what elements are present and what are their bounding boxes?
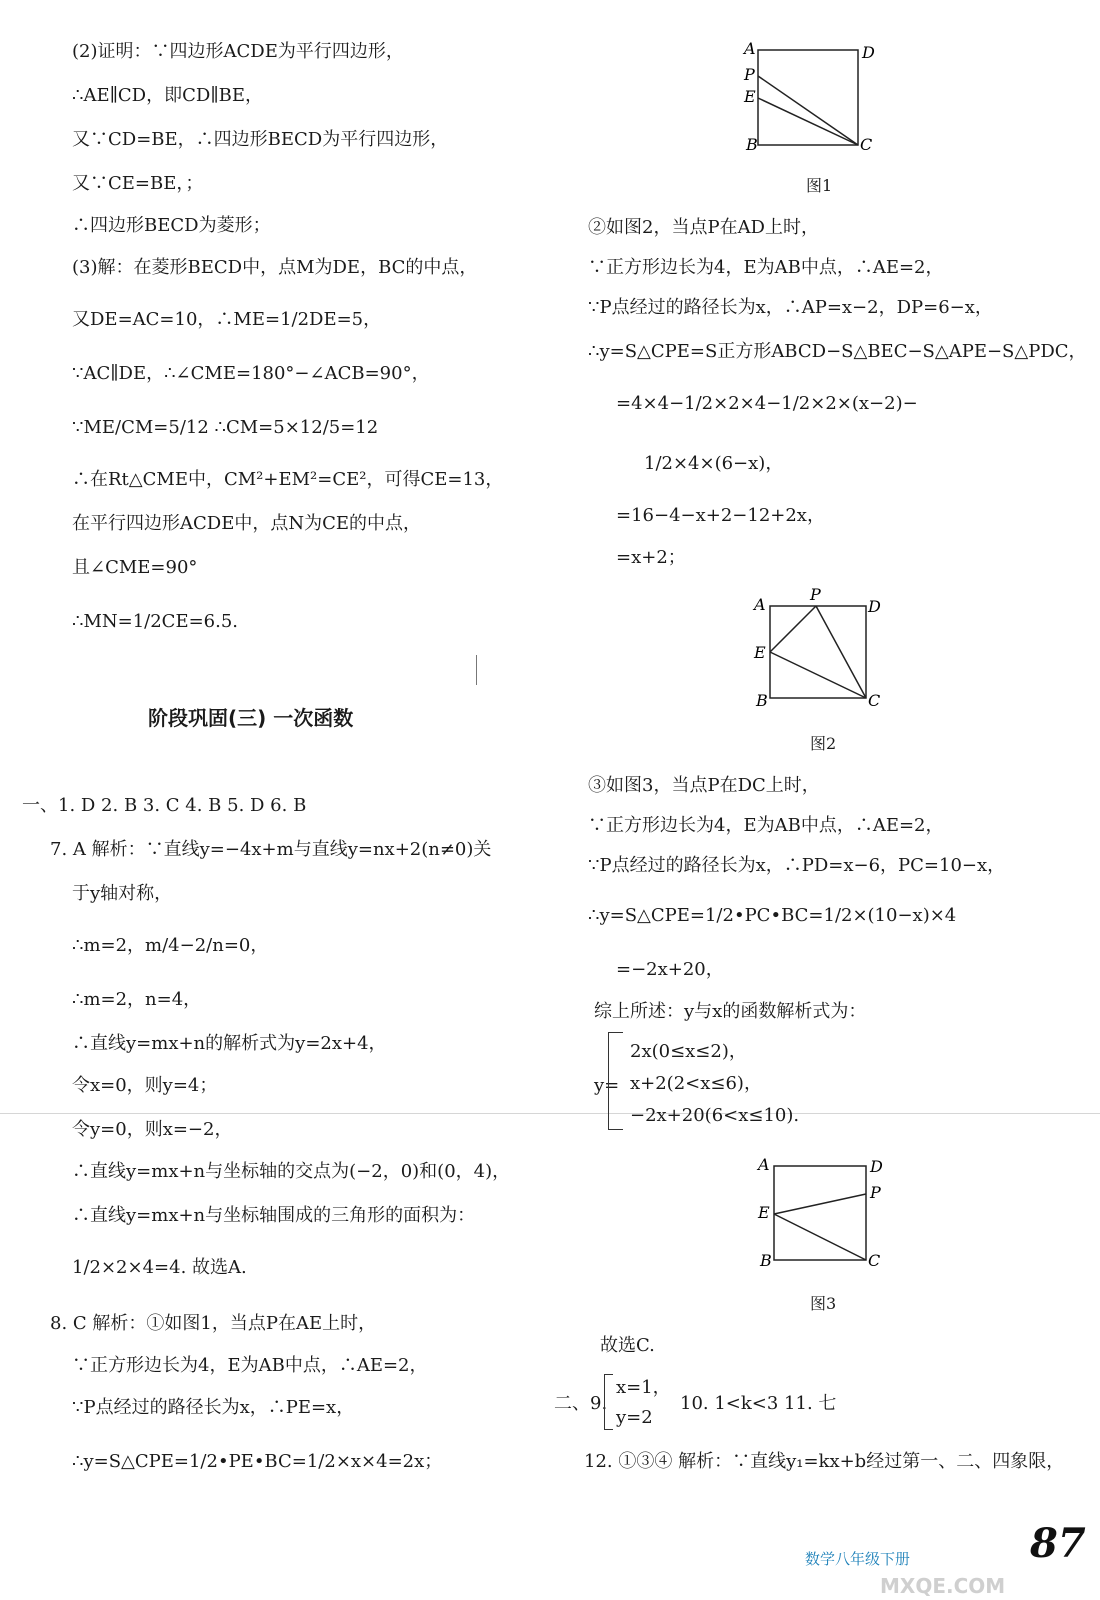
right-line: =4×4−1/2×2×4−1/2×2×(x−2)− — [616, 393, 918, 414]
figure-3 — [748, 1152, 898, 1272]
left-line: ∴AE∥CD，即CD∥BE， — [72, 85, 263, 106]
right-line: =−2x+20， — [616, 959, 724, 980]
fig3-label-b: B — [760, 1251, 772, 1270]
q9-system-line: y=2 — [616, 1407, 653, 1428]
left-line: ∴m=2，n=4， — [72, 989, 202, 1010]
left-line: ∴直线y=mx+n与坐标轴围成的三角形的面积为： — [72, 1205, 476, 1226]
left-line: (3)解：在菱形BECD中，点M为DE，BC的中点， — [72, 257, 478, 278]
right-line: 1/2×4×(6−x)， — [644, 453, 784, 474]
left-line: 又∵CD=BE，∴四边形BECD为平行四边形， — [72, 129, 449, 150]
left-line: ∴m=2，m/4−2/n=0， — [72, 935, 269, 956]
fig1-label-c: C — [860, 135, 873, 154]
fig1-caption: 图1 — [806, 176, 833, 195]
left-line: 在平行四边形ACDE中，点N为CE的中点， — [72, 513, 422, 534]
right-line: ∵P点经过的路径长为x，∴PD=x−6，PC=10−x， — [588, 855, 1006, 876]
fig1-label-a: A — [744, 39, 756, 58]
left-line: 1/2×2×4=4. 故选A. — [72, 1257, 247, 1278]
right-line: ③如图3，当点P在DC上时， — [588, 775, 820, 796]
right-line: ∵正方形边长为4，E为AB中点，∴AE=2， — [588, 815, 944, 836]
left-line: 于y轴对称， — [72, 883, 173, 904]
scan-line — [0, 1113, 1100, 1114]
figure-1 — [740, 38, 890, 158]
fig2-label-d: D — [868, 597, 881, 616]
left-line: 又DE=AC=10，∴ME=1/2DE=5， — [72, 309, 382, 330]
left-line: ∴y=S△CPE=1/2•PE•BC=1/2×x×4=2x； — [72, 1451, 443, 1472]
fig2-label-p: P — [810, 586, 821, 604]
watermark: MXQE.COM — [880, 1574, 1006, 1598]
q9-rest: 10. 1<k<3 11. 七 — [680, 1393, 837, 1414]
column-divider — [476, 655, 477, 685]
left-line: ∵正方形边长为4，E为AB中点，∴AE=2， — [72, 1355, 428, 1376]
right-line: ∵正方形边长为4，E为AB中点，∴AE=2， — [588, 257, 944, 278]
left-line: 8. C 解析：①如图1，当点P在AE上时， — [50, 1313, 377, 1334]
q9-prefix: 二、9. — [554, 1393, 608, 1414]
q9-system-line: x=1， — [616, 1377, 671, 1398]
right-line: 故选C. — [600, 1335, 655, 1356]
fig2-caption: 图2 — [810, 734, 837, 753]
left-line: ∴MN=1/2CE=6.5. — [72, 611, 239, 632]
fig3-label-d: D — [870, 1157, 883, 1176]
left-line: ∴直线y=mx+n的解析式为y=2x+4， — [72, 1033, 387, 1054]
fig2-label-c: C — [868, 691, 881, 710]
fig3-label-e: E — [758, 1203, 770, 1222]
piecewise-case: 2x(0≤x≤2)， — [630, 1041, 747, 1062]
piecewise-case: x+2(2<x≤6)， — [630, 1073, 762, 1094]
left-line: ∵AC∥DE，∴∠CME=180°−∠ACB=90°， — [72, 363, 430, 384]
left-line: ∵ME/CM=5/12 ∴CM=5×12/5=12 — [72, 417, 379, 438]
left-line: 令y=0，则x=−2， — [72, 1119, 233, 1140]
figure-2 — [748, 586, 898, 714]
left-line: 令x=0，则y=4； — [72, 1075, 218, 1096]
right-line: ∵P点经过的路径长为x，∴AP=x−2，DP=6−x， — [588, 297, 993, 318]
left-line: 且∠CME=90° — [72, 557, 198, 578]
left-line: 又∵CE=BE，； — [72, 173, 204, 194]
fig2-label-b: B — [756, 691, 768, 710]
footer-book-title: 数学八年级下册 — [805, 1550, 911, 1568]
piecewise-case: −2x+20(6<x≤10). — [630, 1105, 800, 1126]
right-line: ②如图2，当点P在AD上时， — [588, 217, 819, 238]
left-line: ∴在Rt△CME中，CM²+EM²=CE²，可得CE=13， — [72, 469, 504, 490]
page-number: 87 — [1030, 1520, 1086, 1567]
section-heading: 阶段巩固(三) 一次函数 — [148, 706, 354, 730]
piecewise-brace — [608, 1032, 623, 1130]
right-line: =x+2； — [616, 547, 686, 568]
left-line: (2)证明：∵四边形ACDE为平行四边形， — [72, 41, 404, 62]
left-line: ∴四边形BECD为菱形； — [72, 215, 271, 236]
q9-brace — [604, 1374, 613, 1430]
left-line: 7. A 解析：∵直线y=−4x+m与直线y=nx+2(n≠0)关 — [50, 839, 492, 860]
fig1-label-e: E — [744, 87, 756, 106]
right-line: =16−4−x+2−12+2x， — [616, 505, 825, 526]
right-line: ∴y=S△CPE=1/2•PC•BC=1/2×(10−x)×4 — [588, 905, 957, 926]
right-line: 12. ①③④ 解析：∵直线y₁=kx+b经过第一、二、四象限， — [584, 1451, 1065, 1472]
fig2-label-e: E — [754, 643, 766, 662]
fig1-label-d: D — [862, 43, 875, 62]
left-line: ∴直线y=mx+n与坐标轴的交点为(−2，0)和(0，4)， — [72, 1161, 511, 1182]
left-line: ∵P点经过的路径长为x，∴PE=x， — [72, 1397, 355, 1418]
fig3-caption: 图3 — [810, 1294, 837, 1313]
fig3-label-a: A — [758, 1155, 770, 1174]
fig3-label-p: P — [870, 1183, 881, 1202]
piecewise-lhs: y= — [594, 1075, 620, 1096]
right-line: 综上所述：y与x的函数解析式为： — [594, 1001, 867, 1022]
right-line: ∴y=S△CPE=S正方形ABCD−S△BEC−S△APE−S△PDC， — [588, 341, 1087, 362]
fig3-label-c: C — [868, 1251, 881, 1270]
left-line: 一、1. D 2. B 3. C 4. B 5. D 6. B — [22, 795, 307, 816]
fig1-label-b: B — [746, 135, 758, 154]
fig2-label-a: A — [754, 595, 766, 614]
fig1-label-p: P — [744, 65, 755, 84]
